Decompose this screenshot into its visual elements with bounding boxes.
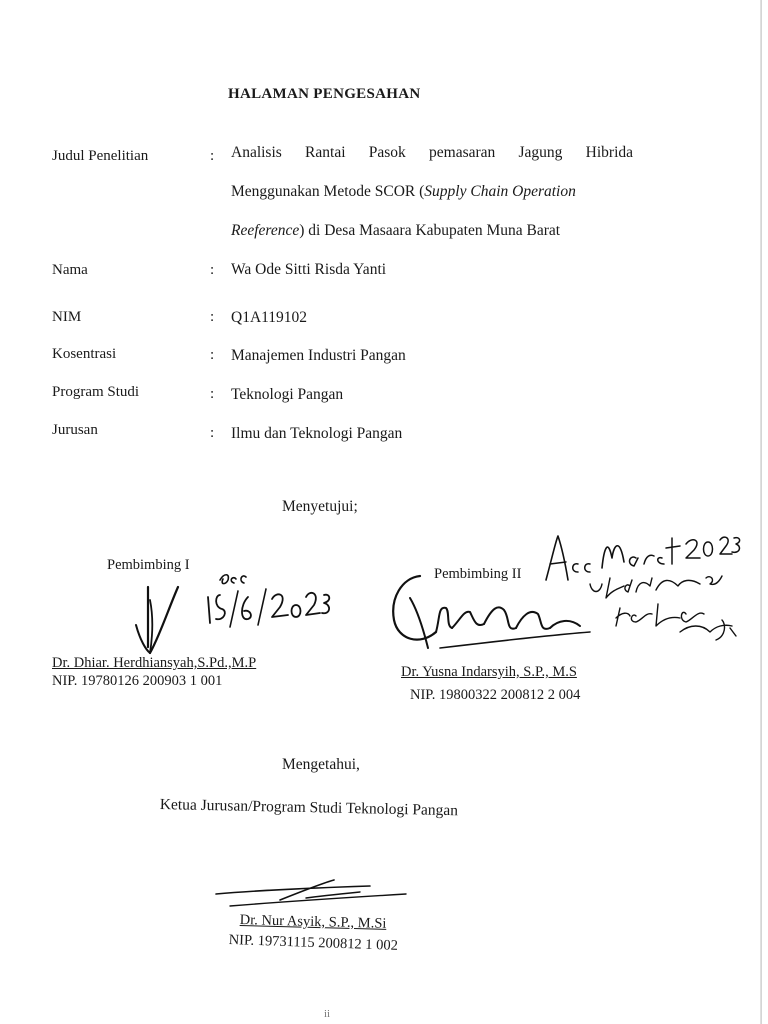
value-nim: Q1A119102 (231, 309, 308, 326)
judul-line-3-text: ) di Desa Masaara Kabupaten Muna Barat (299, 222, 561, 239)
acknowledgement-heading: Mengetahui, (282, 756, 360, 773)
head-role: Ketua Jurusan/Program Studi Teknologi Pangan (159, 796, 459, 820)
judul-line-2-text: Menggunakan Metode SCOR ( (231, 183, 425, 200)
judul-line-2 (231, 183, 576, 201)
advisor1-role: Pembimbing I (107, 557, 190, 573)
colon-nim: : (210, 309, 215, 325)
value-prodi: Teknologi Pangan (231, 386, 344, 403)
value-jurusan: Ilmu dan Teknologi Pangan (231, 425, 403, 442)
label-nama: Nama (52, 262, 88, 278)
judul-line-3-italic: Reeference (231, 222, 300, 239)
head-nip: NIP. 19731115 200812 1 002 (228, 932, 399, 954)
page-title: HALAMAN PENGESAHAN (228, 86, 421, 102)
head-name: Dr. Nur Asyik, S.P., M.Si (239, 912, 387, 932)
advisor1-nip: NIP. 19780126 200903 1 001 (52, 673, 223, 689)
colon-judul: : (210, 148, 215, 164)
value-nama: Wa Ode Sitti Risda Yanti (231, 261, 387, 278)
advisor1-name: Dr. Dhiar. Herdhiansyah,S.Pd.,M.P (52, 655, 257, 671)
approval-heading: Menyetujui; (282, 498, 358, 515)
advisor2-nip: NIP. 19800322 200812 2 004 (410, 687, 581, 703)
advisor2-name: Dr. Yusna Indarsyih, S.P., M.S (401, 664, 577, 680)
label-nim: NIM (52, 309, 82, 325)
colon-prodi: : (210, 386, 215, 402)
label-konsentrasi: Kosentrasi (52, 346, 117, 362)
judul-line-3 (231, 222, 560, 240)
colon-nama: : (210, 262, 215, 278)
label-judul: Judul Penelitian (52, 148, 149, 164)
advisor2-role: Pembimbing II (434, 566, 522, 582)
label-jurusan: Jurusan (52, 422, 98, 438)
value-konsentrasi: Manajemen Industri Pangan (231, 347, 406, 364)
label-prodi: Program Studi (52, 384, 140, 400)
page-edge (760, 0, 762, 1024)
page-number: ii (324, 1008, 331, 1020)
judul-line-1: Analisis Rantai Pasok pemasaran Jagung Hibrida (231, 144, 633, 161)
judul-line-2-italic: Supply Chain Operation (424, 183, 576, 200)
colon-jurusan: : (210, 425, 215, 441)
colon-konsentrasi: : (210, 347, 215, 363)
